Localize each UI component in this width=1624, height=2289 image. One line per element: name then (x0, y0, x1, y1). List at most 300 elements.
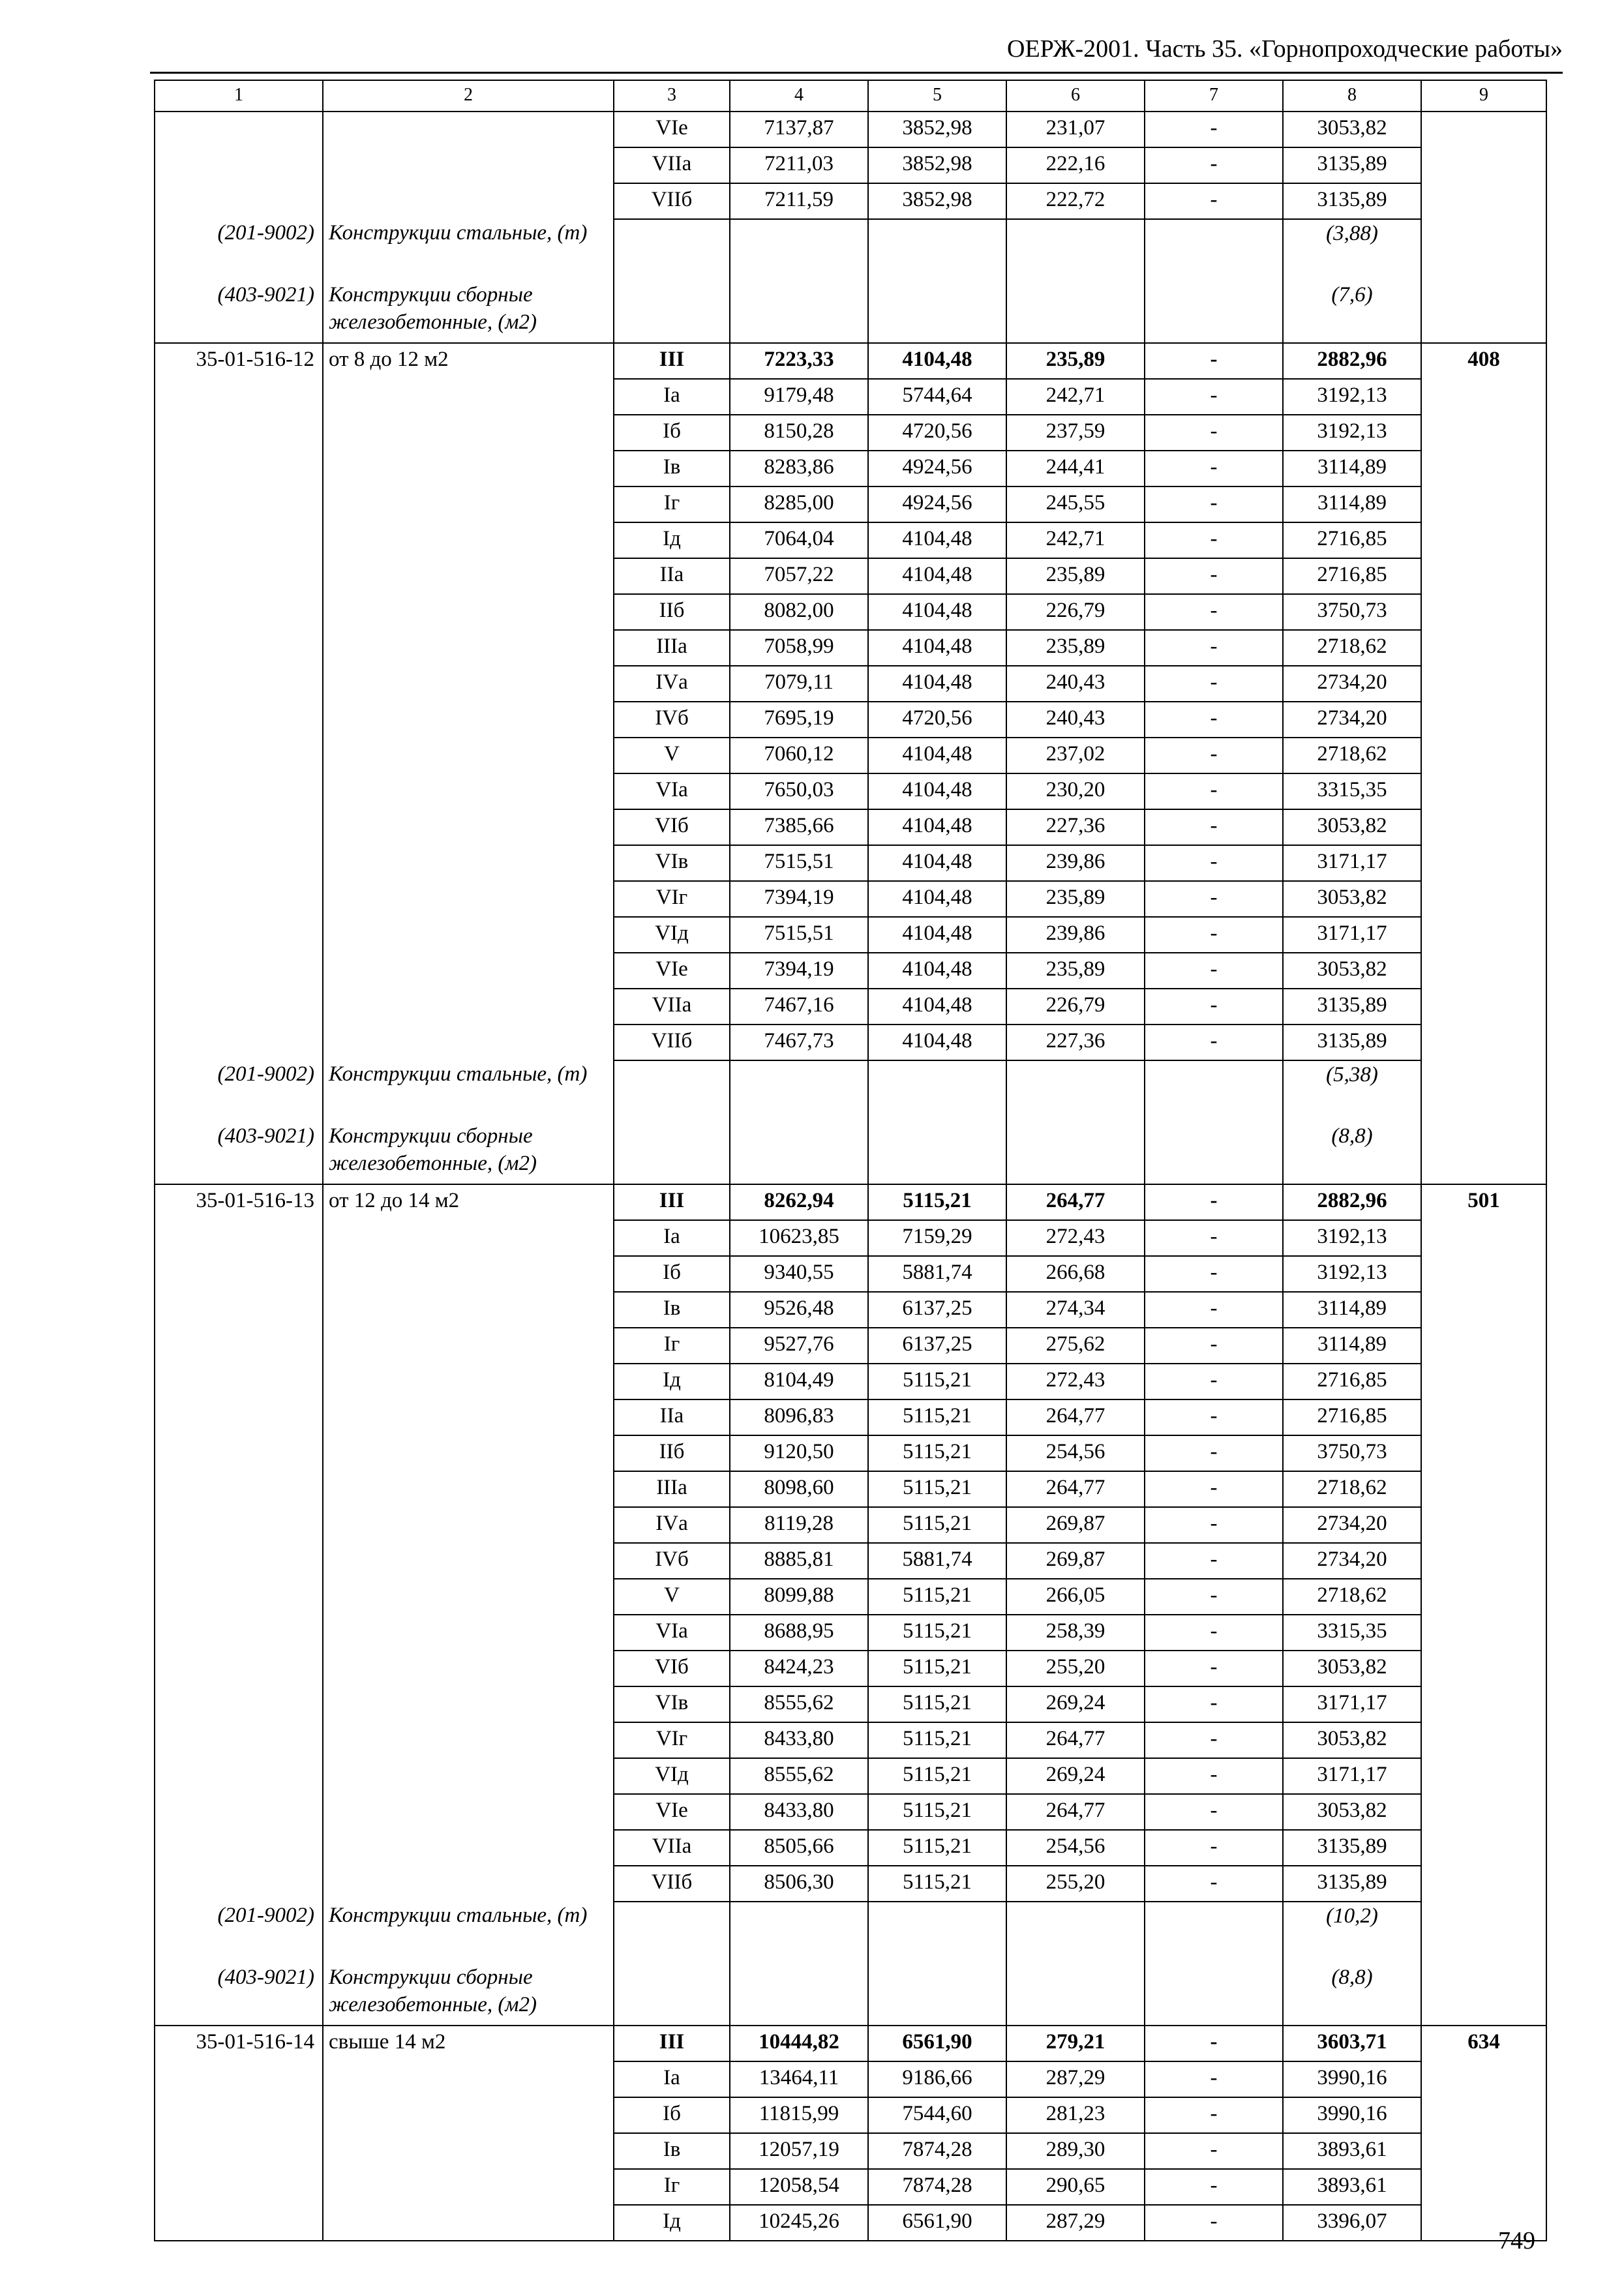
drivers-cell: - (1145, 1364, 1283, 1399)
rate-code (155, 1220, 323, 1256)
total-cost-cell: 7467,73 (730, 1025, 868, 1060)
machines-cell: 227,36 (1006, 809, 1145, 845)
table-row (155, 1471, 1546, 1507)
table-row (155, 666, 1546, 702)
running-header: ОЕРЖ-2001. Часть 35. «Горнопроходческие работы» (1007, 35, 1563, 63)
total-cost-cell: 7137,87 (730, 112, 868, 147)
machines-cell: 258,39 (1006, 1615, 1145, 1651)
machines-cell: 255,20 (1006, 1866, 1145, 1902)
labor-cell (1421, 1292, 1546, 1328)
material-name: Конструкции стальные, (т) (323, 1902, 614, 1964)
material-code: (403-9021) (155, 1122, 323, 1184)
materials-cell: 3396,07 (1283, 2205, 1421, 2241)
machines-cell: 254,56 (1006, 1830, 1145, 1866)
rate-code (155, 1543, 323, 1579)
machines-cell: 266,68 (1006, 1256, 1145, 1292)
labor-cell (1421, 1328, 1546, 1364)
table-row (155, 2169, 1546, 2205)
rate-code (155, 1651, 323, 1686)
materials-cell: 2882,96 (1283, 343, 1421, 379)
total-cost-cell: 7211,03 (730, 147, 868, 183)
total-cost-cell: 7223,33 (730, 343, 868, 379)
drivers-cell: - (1145, 1471, 1283, 1507)
drivers-cell: - (1145, 1328, 1283, 1364)
rate-code (155, 183, 323, 219)
drivers-cell: - (1145, 1758, 1283, 1794)
total-cost-cell: 7394,19 (730, 881, 868, 917)
wages-cell: 5881,74 (868, 1543, 1006, 1579)
labor-cell: 501 (1421, 1184, 1546, 1220)
rate-code (155, 773, 323, 809)
zone-cell: Iа (614, 2061, 730, 2097)
rate-code (155, 738, 323, 773)
zone-cell: IVа (614, 1507, 730, 1543)
empty-cell (614, 281, 730, 343)
rate-description (323, 845, 614, 881)
wages-cell: 9186,66 (868, 2061, 1006, 2097)
zone-cell: Iв (614, 1292, 730, 1328)
machines-cell: 226,79 (1006, 594, 1145, 630)
rate-description (323, 2169, 614, 2205)
materials-cell: 2734,20 (1283, 1507, 1421, 1543)
total-cost-cell: 10623,85 (730, 1220, 868, 1256)
material-quantity: (8,8) (1283, 1122, 1421, 1184)
labor-cell (1421, 594, 1546, 630)
machines-cell: 264,77 (1006, 1722, 1145, 1758)
zone-cell: VIIа (614, 989, 730, 1025)
materials-cell: 3053,82 (1283, 953, 1421, 989)
zone-cell: VIа (614, 773, 730, 809)
drivers-cell: - (1145, 881, 1283, 917)
zone-cell: VIе (614, 953, 730, 989)
column-number: 1 (155, 80, 323, 112)
labor-cell (1421, 845, 1546, 881)
wages-cell: 4104,48 (868, 1025, 1006, 1060)
table-row (155, 1794, 1546, 1830)
column-number: 8 (1283, 80, 1421, 112)
rate-description (323, 486, 614, 522)
empty-cell (730, 281, 868, 343)
material-code: (403-9021) (155, 1964, 323, 2026)
machines-cell: 235,89 (1006, 881, 1145, 917)
zone-cell: VIIб (614, 183, 730, 219)
drivers-cell: - (1145, 1507, 1283, 1543)
materials-cell: 3114,89 (1283, 486, 1421, 522)
header-rule (150, 72, 1563, 74)
column-number: 5 (868, 80, 1006, 112)
drivers-cell: - (1145, 1543, 1283, 1579)
zone-cell: V (614, 1579, 730, 1615)
materials-cell: 2734,20 (1283, 1543, 1421, 1579)
drivers-cell: - (1145, 147, 1283, 183)
wages-cell: 5115,21 (868, 1615, 1006, 1651)
total-cost-cell: 7650,03 (730, 773, 868, 809)
empty-cell (614, 1122, 730, 1184)
drivers-cell: - (1145, 1399, 1283, 1435)
rate-code (155, 1866, 323, 1902)
rate-code (155, 379, 323, 415)
machines-cell: 222,72 (1006, 183, 1145, 219)
rate-description (323, 666, 614, 702)
rate-description (323, 415, 614, 451)
labor-cell (1421, 1758, 1546, 1794)
total-cost-cell: 8555,62 (730, 1758, 868, 1794)
materials-cell: 2716,85 (1283, 558, 1421, 594)
rate-description (323, 1615, 614, 1651)
table-row (155, 1328, 1546, 1364)
wages-cell: 4104,48 (868, 738, 1006, 773)
zone-cell: V (614, 738, 730, 773)
materials-cell: 3315,35 (1283, 1615, 1421, 1651)
materials-cell: 2716,85 (1283, 1399, 1421, 1435)
materials-cell: 3053,82 (1283, 1722, 1421, 1758)
wages-cell: 4104,48 (868, 917, 1006, 953)
table-row (155, 1651, 1546, 1686)
column-number: 3 (614, 80, 730, 112)
drivers-cell: - (1145, 1435, 1283, 1471)
material-row (155, 219, 1546, 281)
drivers-cell: - (1145, 1866, 1283, 1902)
zone-cell: VIв (614, 1686, 730, 1722)
machines-cell: 235,89 (1006, 343, 1145, 379)
rate-description (323, 2061, 614, 2097)
wages-cell: 5115,21 (868, 1184, 1006, 1220)
rate-code (155, 881, 323, 917)
rate-code (155, 558, 323, 594)
total-cost-cell: 9120,50 (730, 1435, 868, 1471)
empty-cell (730, 1122, 868, 1184)
labor-cell (1421, 1220, 1546, 1256)
drivers-cell: - (1145, 558, 1283, 594)
labor-cell (1421, 1615, 1546, 1651)
material-quantity: (3,88) (1283, 219, 1421, 281)
table-row (155, 845, 1546, 881)
rate-code (155, 486, 323, 522)
total-cost-cell: 7079,11 (730, 666, 868, 702)
rate-description (323, 773, 614, 809)
rate-code (155, 1830, 323, 1866)
empty-cell (614, 219, 730, 281)
rate-description (323, 558, 614, 594)
table-row (155, 486, 1546, 522)
rate-code (155, 1256, 323, 1292)
labor-cell (1421, 953, 1546, 989)
materials-cell: 3192,13 (1283, 379, 1421, 415)
empty-cell (1145, 219, 1283, 281)
wages-cell: 4924,56 (868, 486, 1006, 522)
rate-code: 35-01-516-12 (155, 343, 323, 379)
total-cost-cell: 8506,30 (730, 1866, 868, 1902)
zone-cell: Iг (614, 2169, 730, 2205)
total-cost-cell: 9340,55 (730, 1256, 868, 1292)
labor-cell (1421, 1543, 1546, 1579)
empty-cell (868, 1964, 1006, 2026)
drivers-cell: - (1145, 1025, 1283, 1060)
wages-cell: 5115,21 (868, 1507, 1006, 1543)
total-cost-cell: 7211,59 (730, 183, 868, 219)
table-row (155, 738, 1546, 773)
wages-cell: 4104,48 (868, 881, 1006, 917)
machines-cell: 230,20 (1006, 773, 1145, 809)
wages-cell: 3852,98 (868, 147, 1006, 183)
rate-code (155, 989, 323, 1025)
wages-cell: 5115,21 (868, 1758, 1006, 1794)
empty-cell (1145, 1902, 1283, 1964)
labor-cell (1421, 147, 1546, 183)
rate-code (155, 1579, 323, 1615)
rate-description (323, 2133, 614, 2169)
drivers-cell: - (1145, 1184, 1283, 1220)
wages-cell: 7874,28 (868, 2169, 1006, 2205)
drivers-cell: - (1145, 2026, 1283, 2061)
rate-description (323, 917, 614, 953)
total-cost-cell: 7695,19 (730, 702, 868, 738)
table-row (155, 451, 1546, 486)
wages-cell: 4104,48 (868, 666, 1006, 702)
machines-cell: 264,77 (1006, 1794, 1145, 1830)
drivers-cell: - (1145, 1830, 1283, 1866)
drivers-cell: - (1145, 1686, 1283, 1722)
table-row (155, 630, 1546, 666)
zone-cell: IIа (614, 1399, 730, 1435)
wages-cell: 4104,48 (868, 558, 1006, 594)
wages-cell: 4104,48 (868, 845, 1006, 881)
wages-cell: 6561,90 (868, 2026, 1006, 2061)
zone-cell: III (614, 2026, 730, 2061)
total-cost-cell: 8433,80 (730, 1722, 868, 1758)
zone-cell: Iд (614, 1364, 730, 1399)
rate-code: 35-01-516-14 (155, 2026, 323, 2061)
rate-description (323, 112, 614, 147)
drivers-cell: - (1145, 522, 1283, 558)
rate-code (155, 522, 323, 558)
labor-cell (1421, 809, 1546, 845)
total-cost-cell: 8082,00 (730, 594, 868, 630)
drivers-cell: - (1145, 1579, 1283, 1615)
materials-cell: 3750,73 (1283, 594, 1421, 630)
materials-cell: 2718,62 (1283, 630, 1421, 666)
labor-cell (1421, 1794, 1546, 1830)
materials-cell: 3192,13 (1283, 1220, 1421, 1256)
wages-cell: 5115,21 (868, 1830, 1006, 1866)
table-row (155, 343, 1546, 379)
materials-cell: 3114,89 (1283, 451, 1421, 486)
labor-cell (1421, 451, 1546, 486)
materials-cell: 3135,89 (1283, 183, 1421, 219)
drivers-cell: - (1145, 845, 1283, 881)
table-row (155, 2026, 1546, 2061)
labor-cell (1421, 486, 1546, 522)
total-cost-cell: 12058,54 (730, 2169, 868, 2205)
rate-code (155, 1025, 323, 1060)
rate-code (155, 1364, 323, 1399)
empty-cell (1006, 1964, 1145, 2026)
zone-cell: IVб (614, 1543, 730, 1579)
labor-cell (1421, 1471, 1546, 1507)
wages-cell: 4104,48 (868, 522, 1006, 558)
empty-cell (1006, 281, 1145, 343)
table-row (155, 379, 1546, 415)
total-cost-cell: 8099,88 (730, 1579, 868, 1615)
column-number: 7 (1145, 80, 1283, 112)
materials-cell: 3114,89 (1283, 1328, 1421, 1364)
table-row (155, 773, 1546, 809)
rate-description (323, 1866, 614, 1902)
labor-cell (1421, 379, 1546, 415)
materials-cell: 2734,20 (1283, 666, 1421, 702)
table-row (155, 1292, 1546, 1328)
labor-cell (1421, 917, 1546, 953)
machines-cell: 272,43 (1006, 1364, 1145, 1399)
total-cost-cell: 8096,83 (730, 1399, 868, 1435)
rate-code (155, 2061, 323, 2097)
rate-description (323, 522, 614, 558)
wages-cell: 4104,48 (868, 989, 1006, 1025)
wages-cell: 6137,25 (868, 1292, 1006, 1328)
zone-cell: VIа (614, 1615, 730, 1651)
wages-cell: 3852,98 (868, 112, 1006, 147)
rate-code (155, 2205, 323, 2241)
table-row (155, 917, 1546, 953)
material-name: Конструкции стальные, (т) (323, 219, 614, 281)
rate-description (323, 379, 614, 415)
material-name: Конструкции сборные железобетонные, (м2) (323, 1964, 614, 2026)
rate-code (155, 1722, 323, 1758)
machines-cell: 287,29 (1006, 2061, 1145, 2097)
labor-cell (1421, 881, 1546, 917)
labor-cell (1421, 1579, 1546, 1615)
drivers-cell: - (1145, 630, 1283, 666)
materials-cell: 3135,89 (1283, 1025, 1421, 1060)
wages-cell: 4104,48 (868, 343, 1006, 379)
rate-code: 35-01-516-13 (155, 1184, 323, 1220)
table-row (155, 1256, 1546, 1292)
machines-cell: 264,77 (1006, 1399, 1145, 1435)
rate-description (323, 630, 614, 666)
total-cost-cell: 9179,48 (730, 379, 868, 415)
table-row (155, 1686, 1546, 1722)
wages-cell: 4720,56 (868, 702, 1006, 738)
wages-cell: 5115,21 (868, 1651, 1006, 1686)
zone-cell: III (614, 1184, 730, 1220)
zone-cell: III (614, 343, 730, 379)
zone-cell: VIIа (614, 1830, 730, 1866)
rate-code (155, 1471, 323, 1507)
materials-cell: 2718,62 (1283, 1471, 1421, 1507)
zone-cell: IVб (614, 702, 730, 738)
total-cost-cell: 8283,86 (730, 451, 868, 486)
rate-description (323, 451, 614, 486)
total-cost-cell: 8424,23 (730, 1651, 868, 1686)
zone-cell: IIIа (614, 630, 730, 666)
materials-cell: 3192,13 (1283, 415, 1421, 451)
rate-description (323, 1651, 614, 1686)
materials-cell: 3603,71 (1283, 2026, 1421, 2061)
drivers-cell: - (1145, 451, 1283, 486)
rate-description (323, 702, 614, 738)
labor-cell (1421, 738, 1546, 773)
total-cost-cell: 7060,12 (730, 738, 868, 773)
materials-cell: 3135,89 (1283, 147, 1421, 183)
wages-cell: 4104,48 (868, 809, 1006, 845)
drivers-cell: - (1145, 343, 1283, 379)
labor-cell (1421, 1830, 1546, 1866)
table-row (155, 1435, 1546, 1471)
drivers-cell: - (1145, 2205, 1283, 2241)
materials-cell: 3990,16 (1283, 2061, 1421, 2097)
wages-cell: 6137,25 (868, 1328, 1006, 1364)
drivers-cell: - (1145, 917, 1283, 953)
total-cost-cell: 7467,16 (730, 989, 868, 1025)
labor-cell (1421, 989, 1546, 1025)
material-code: (403-9021) (155, 281, 323, 343)
machines-cell: 281,23 (1006, 2097, 1145, 2133)
machines-cell: 274,34 (1006, 1292, 1145, 1328)
labor-cell (1421, 1399, 1546, 1435)
machines-cell: 240,43 (1006, 666, 1145, 702)
zone-cell: IIб (614, 594, 730, 630)
table-row (155, 2097, 1546, 2133)
table-row (155, 1507, 1546, 1543)
total-cost-cell: 9526,48 (730, 1292, 868, 1328)
wages-cell: 4720,56 (868, 415, 1006, 451)
materials-cell: 3053,82 (1283, 112, 1421, 147)
materials-cell: 3114,89 (1283, 1292, 1421, 1328)
wages-cell: 4104,48 (868, 594, 1006, 630)
labor-cell (1421, 1651, 1546, 1686)
rate-description (323, 1435, 614, 1471)
materials-cell: 2734,20 (1283, 702, 1421, 738)
wages-cell: 4104,48 (868, 773, 1006, 809)
machines-cell: 227,36 (1006, 1025, 1145, 1060)
rate-description (323, 809, 614, 845)
labor-cell (1421, 702, 1546, 738)
zone-cell: VIб (614, 809, 730, 845)
total-cost-cell: 12057,19 (730, 2133, 868, 2169)
rate-description (323, 1364, 614, 1399)
wages-cell: 7544,60 (868, 2097, 1006, 2133)
total-cost-cell: 8885,81 (730, 1543, 868, 1579)
drivers-cell: - (1145, 1794, 1283, 1830)
table-row (155, 147, 1546, 183)
rate-description (323, 1399, 614, 1435)
total-cost-cell: 8555,62 (730, 1686, 868, 1722)
total-cost-cell: 8150,28 (730, 415, 868, 451)
materials-cell: 3893,61 (1283, 2133, 1421, 2169)
column-number: 6 (1006, 80, 1145, 112)
labor-cell (1421, 1256, 1546, 1292)
machines-cell: 269,87 (1006, 1543, 1145, 1579)
zone-cell: IIа (614, 558, 730, 594)
table-row (155, 1399, 1546, 1435)
table-row (155, 1758, 1546, 1794)
wages-cell: 5115,21 (868, 1722, 1006, 1758)
material-name: Конструкции сборные железобетонные, (м2) (323, 281, 614, 343)
table-row (155, 1543, 1546, 1579)
machines-cell: 231,07 (1006, 112, 1145, 147)
labor-cell (1421, 522, 1546, 558)
drivers-cell: - (1145, 415, 1283, 451)
table-body (155, 80, 1546, 2241)
total-cost-cell: 8505,66 (730, 1830, 868, 1866)
drivers-cell: - (1145, 594, 1283, 630)
rate-description (323, 989, 614, 1025)
material-code: (201-9002) (155, 219, 323, 281)
wages-cell: 5115,21 (868, 1471, 1006, 1507)
rate-code (155, 112, 323, 147)
drivers-cell: - (1145, 1292, 1283, 1328)
materials-cell: 3192,13 (1283, 1256, 1421, 1292)
